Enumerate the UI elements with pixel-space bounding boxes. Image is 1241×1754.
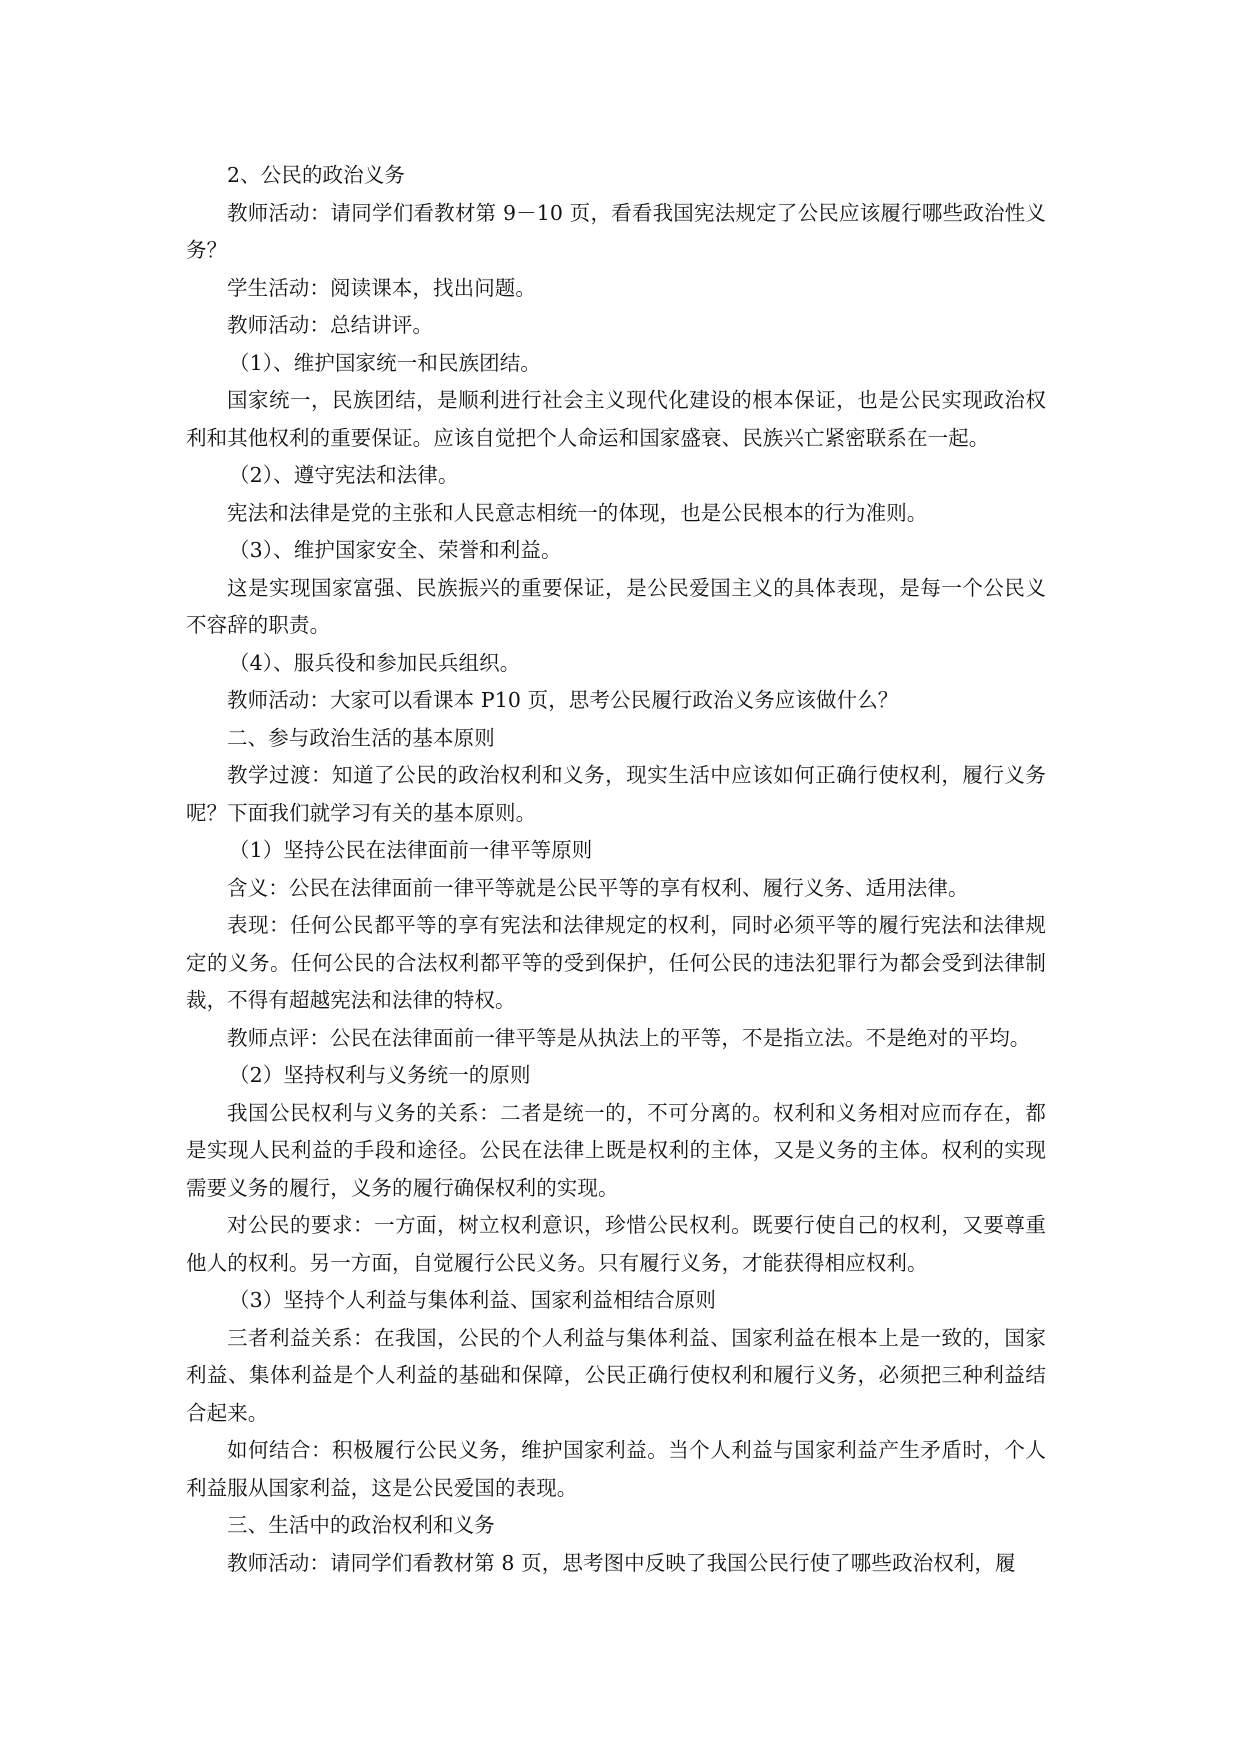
- paragraph: 对公民的要求：一方面，树立权利意识，珍惜公民权利。既要行使自己的权利，又要尊重他人的权利。另一方面，自觉履行公民义务。只有履行义务，才能获得相应权利。: [186, 1213, 1046, 1275]
- paragraph: 教师活动：请同学们看教材第 9－10 页，看看我国宪法规定了公民应该履行哪些政治性义务？: [186, 200, 1046, 262]
- list-item: （1）、维护国家统一和民族团结。: [229, 350, 541, 375]
- paragraph: 教师活动：总结讲评。: [227, 313, 433, 337]
- paragraph: 教师活动：大家可以看课本 P10 页，思考公民履行政治义务应该做什么？: [227, 688, 899, 712]
- list-item: （2）坚持权利与义务统一的原则: [229, 1063, 531, 1087]
- paragraph: 国家统一，民族团结，是顺利进行社会主义现代化建设的根本保证，也是公民实现政治权利和其他权利的重要保证。应该自觉把个人命运和国家盛衰、民族兴亡紧密联系在一起。: [186, 388, 1046, 450]
- paragraph: 如何结合：积极履行公民义务，维护国家利益。当个人利益与国家利益产生矛盾时，个人利益服从国家利益，这是公民爱国的表现。: [186, 1438, 1046, 1500]
- list-item: （1）坚持公民在法律面前一律平等原则: [229, 838, 593, 862]
- list-item: （3）、维护国家安全、荣誉和利益。: [229, 538, 562, 562]
- paragraph: 教学过渡：知道了公民的政治权利和义务，现实生活中应该如何正确行使权利，履行义务呢？下面我们就学习有关的基本原则。: [186, 763, 1046, 825]
- section-heading: 三、生活中的政治权利和义务: [227, 1513, 495, 1537]
- paragraph: 含义：公民在法律面前一律平等就是公民平等的享有权利、履行义务、适用法律。: [227, 875, 969, 900]
- section-heading: 2、公民的政治义务: [227, 163, 405, 187]
- list-item: （2）、遵守宪法和法律。: [229, 463, 459, 487]
- paragraph: 三者利益关系：在我国，公民的个人利益与集体利益、国家利益在根本上是一致的，国家利益、集体利益是个人利益的基础和保障，公民正确行使权利和履行义务，必须把三种利益结合起来。: [186, 1325, 1046, 1425]
- paragraph: 这是实现国家富强、民族振兴的重要保证，是公民爱国主义的具体表现，是每一个公民义不容辞的职责。: [186, 575, 1046, 637]
- paragraph: 学生活动：阅读课本，找出问题。: [227, 275, 536, 300]
- paragraph: 宪法和法律是党的主张和人民意志相统一的体现，也是公民根本的行为准则。: [227, 500, 928, 525]
- paragraph: 我国公民权利与义务的关系：二者是统一的，不可分离的。权利和义务相对应而存在，都是实现人民利益的手段和途径。公民在法律上既是权利的主体，又是义务的主体。权利的实现需要义务的履行，义务的履行确保权利的实现。: [186, 1100, 1046, 1200]
- list-item: （3）坚持个人利益与集体利益、国家利益相结合原则: [229, 1288, 716, 1312]
- paragraph: 教师点评：公民在法律面前一律平等是从执法上的平等，不是指立法。不是绝对的平均。: [227, 1025, 1031, 1050]
- document-body: [186, 157, 1046, 1582]
- paragraph: 教师活动：请同学们看教材第 8 页，思考图中反映了我国公民行使了哪些政治权利，履: [227, 1550, 1016, 1575]
- paragraph: 表现：任何公民都平等的享有宪法和法律规定的权利，同时必须平等的履行宪法和法律规定的义务。任何公民的合法权利都平等的受到保护，任何公民的违法犯罪行为都会受到法律制裁，不得有超越宪法和法律的特权。: [186, 913, 1046, 1012]
- list-item: （4）、服兵役和参加民兵组织。: [229, 650, 521, 675]
- section-heading: 二、参与政治生活的基本原则: [227, 725, 495, 750]
